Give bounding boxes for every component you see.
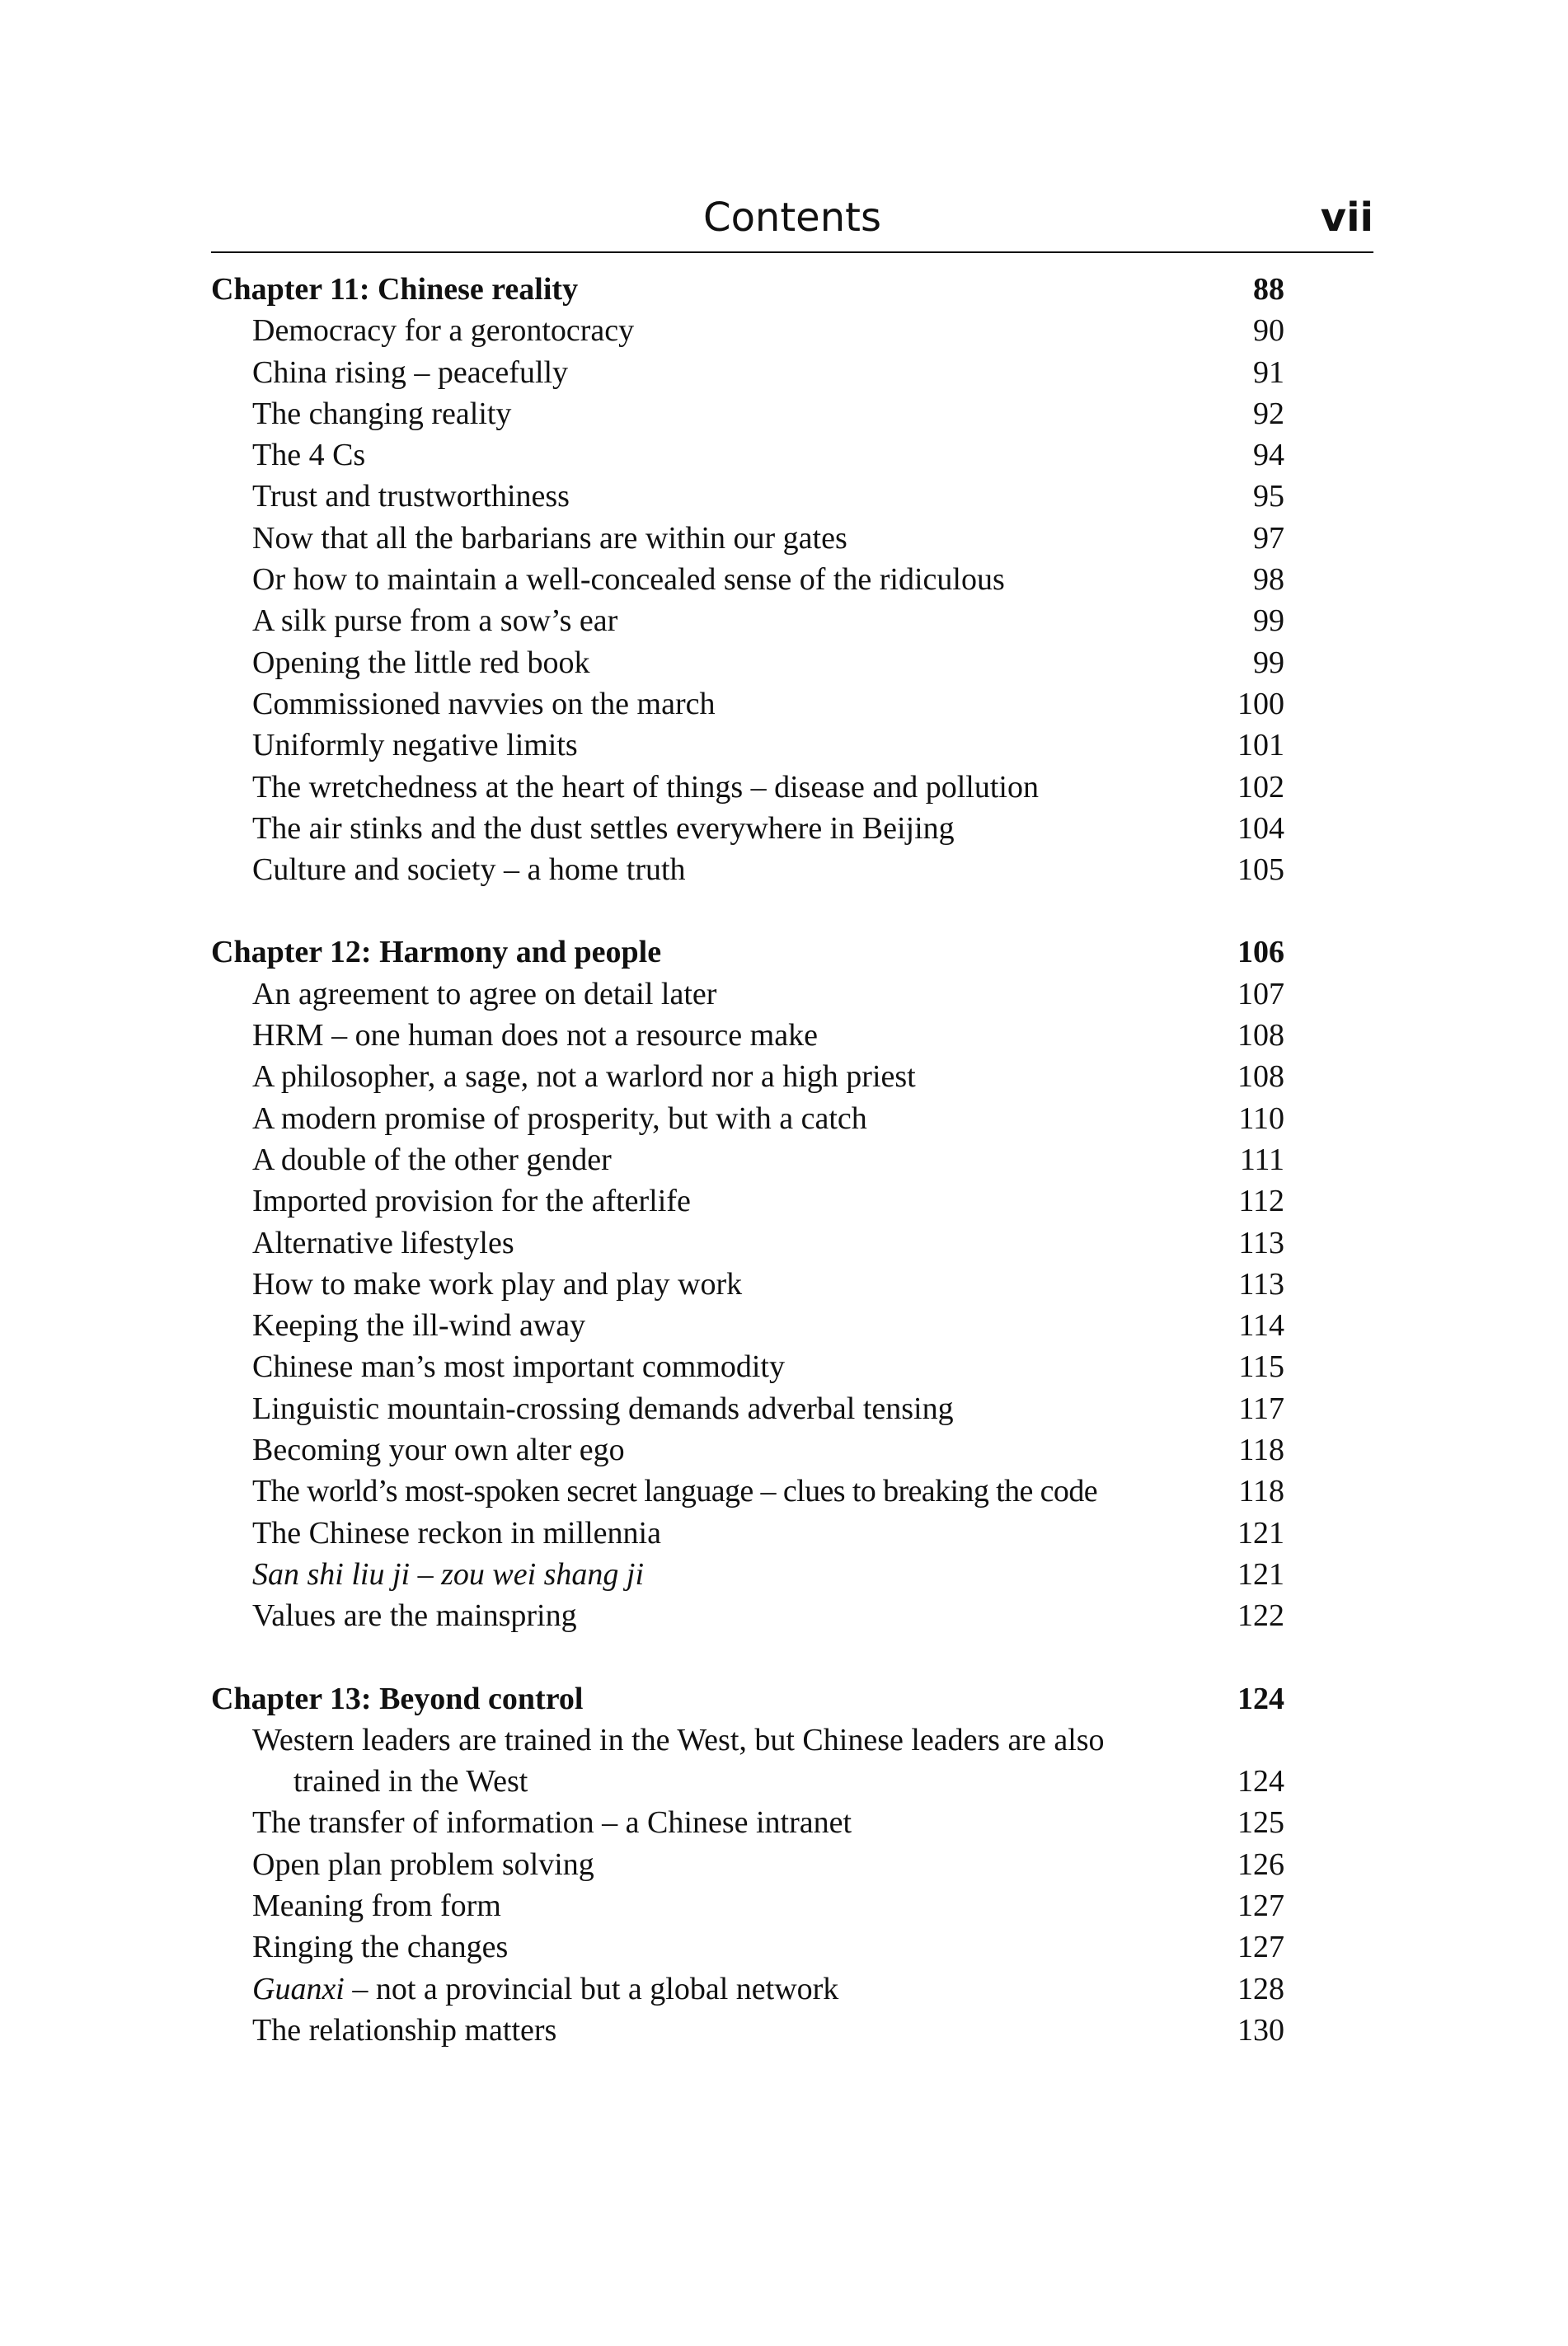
entry-page: 90 <box>1253 313 1284 349</box>
toc-entry[interactable] <box>211 1056 1284 1097</box>
entry-title: The world’s most-spoken secret language – clues to breaking the code <box>252 1474 1097 1509</box>
entry-title: The Chinese reckon in millennia <box>252 1515 661 1551</box>
toc-entry[interactable] <box>211 1513 1284 1554</box>
toc-entry[interactable] <box>211 1139 1284 1180</box>
toc-entry[interactable] <box>211 1926 1284 1968</box>
entry-page: 124 <box>1237 1764 1284 1799</box>
entry-title: Western leaders are trained in the West, but Chinese leaders are also <box>252 1722 1105 1757</box>
toc-entry[interactable] <box>211 1388 1284 1429</box>
entry-title: Keeping the ill-wind away <box>252 1308 586 1344</box>
entry-title: Becoming your own alter ego <box>252 1433 625 1468</box>
toc-entry[interactable] <box>211 1346 1284 1387</box>
entry-page: 100 <box>1237 686 1284 721</box>
entry-page: 98 <box>1253 562 1284 598</box>
entry-title: Now that all the barbarians are within our gates <box>252 520 847 556</box>
toc-entry-line2[interactable] <box>211 1761 1284 1802</box>
chapter-heading[interactable] <box>211 931 1284 973</box>
toc-entry[interactable] <box>211 352 1284 393</box>
entry-title: A silk purse from a sow’s ear <box>252 603 618 639</box>
entry-title: Trust and trustworthiness <box>252 479 570 514</box>
entry-title: Chinese man’s most important commodity <box>252 1349 785 1385</box>
entry-title: The wretchedness at the heart of things – disease and pollution <box>252 769 1039 805</box>
toc-entry[interactable] <box>211 725 1284 766</box>
toc-entry-line1[interactable] <box>211 1720 1284 1761</box>
entry-title: Linguistic mountain-crossing demands adverbal tensing <box>252 1391 954 1426</box>
entry-title: A modern promise of prosperity, but with a catch <box>252 1100 867 1136</box>
entry-page: 130 <box>1237 2012 1284 2048</box>
toc-entry[interactable] <box>211 1885 1284 1926</box>
entry-page: 121 <box>1237 1515 1284 1551</box>
entry-page: 127 <box>1237 1930 1284 1965</box>
entry-title: A double of the other gender <box>252 1142 612 1177</box>
entry-title: The transfer of information – a Chinese intranet <box>252 1805 852 1841</box>
toc-entry[interactable] <box>211 476 1284 517</box>
entry-page: 102 <box>1237 769 1284 805</box>
entry-title: HRM – one human does not a resource make <box>252 1018 818 1053</box>
entry-title-italic: Guanxi <box>252 1971 345 2006</box>
running-head <box>211 188 1373 247</box>
chapter-12 <box>211 931 1284 1636</box>
entry-page: 121 <box>1237 1556 1284 1592</box>
entry-title: Alternative lifestyles <box>252 1225 514 1260</box>
header-rule <box>211 251 1373 253</box>
entry-title-rest: – not a provincial but a global network <box>344 1971 839 2006</box>
entry-page: 113 <box>1238 1225 1284 1260</box>
entry-page: 108 <box>1237 1059 1284 1095</box>
toc-entry[interactable] <box>211 1595 1284 1636</box>
table-of-contents <box>211 269 1284 2092</box>
entry-title: Commissioned navvies on the march <box>252 686 716 721</box>
entry-title: San shi liu ji – zou wei shang ji <box>252 1556 645 1592</box>
entry-page: 127 <box>1237 1888 1284 1923</box>
entry-page: 110 <box>1238 1100 1284 1136</box>
entry-page: 115 <box>1238 1349 1284 1385</box>
entry-title: Open plan problem solving <box>252 1846 594 1882</box>
page-title: Contents <box>703 195 881 241</box>
entry-title: Culture and society – a home truth <box>252 852 686 888</box>
toc-entry[interactable] <box>211 642 1284 683</box>
toc-entry[interactable] <box>211 1429 1284 1471</box>
page-folio: vii <box>1320 195 1373 241</box>
toc-entry[interactable] <box>211 849 1284 890</box>
entry-page: 118 <box>1238 1433 1284 1468</box>
entry-title: How to make work play and play work <box>252 1266 743 1302</box>
entry-page: 105 <box>1237 852 1284 888</box>
toc-entry[interactable] <box>211 600 1284 641</box>
toc-entry[interactable] <box>211 1264 1284 1305</box>
toc-entry[interactable] <box>211 2010 1284 2051</box>
toc-entry[interactable] <box>211 683 1284 725</box>
entry-page: 111 <box>1239 1142 1284 1177</box>
toc-entry[interactable] <box>211 1015 1284 1056</box>
entry-page: 99 <box>1253 603 1284 639</box>
entry-page: 128 <box>1237 1971 1284 2006</box>
entry-page: 92 <box>1253 396 1284 431</box>
entry-title: Or how to maintain a well-concealed sense of the ridiculous <box>252 562 1005 598</box>
entry-page: 126 <box>1237 1846 1284 1882</box>
toc-entry[interactable] <box>211 1305 1284 1346</box>
entry-page: 97 <box>1253 520 1284 556</box>
chapter-title: Chapter 12: Harmony and people <box>211 935 662 970</box>
toc-entry[interactable] <box>211 1802 1284 1843</box>
entry-title: The 4 Cs <box>252 438 366 473</box>
entry-page: 112 <box>1238 1184 1284 1219</box>
chapter-13 <box>211 1678 1284 2052</box>
entry-page: 108 <box>1237 1018 1284 1053</box>
toc-entry[interactable] <box>211 310 1284 351</box>
entry-title: Ringing the changes <box>252 1930 509 1965</box>
toc-entry[interactable] <box>211 518 1284 559</box>
entry-page: 125 <box>1237 1805 1284 1841</box>
toc-entry[interactable] <box>211 434 1284 476</box>
entry-page: 91 <box>1253 354 1284 390</box>
entry-title: A philosopher, a sage, not a warlord nor a high priest <box>252 1059 916 1095</box>
entry-title: The air stinks and the dust settles everywhere in Beijing <box>252 810 955 846</box>
entry-page: 118 <box>1238 1474 1284 1509</box>
entry-title: The changing reality <box>252 396 512 431</box>
chapter-page: 106 <box>1237 935 1284 970</box>
entry-page: 94 <box>1253 438 1284 473</box>
chapter-heading[interactable] <box>211 269 1284 310</box>
toc-entry[interactable] <box>211 1180 1284 1222</box>
toc-entry[interactable] <box>211 1844 1284 1885</box>
toc-entry[interactable] <box>211 1471 1284 1512</box>
entry-page: 122 <box>1237 1598 1284 1634</box>
chapter-heading[interactable] <box>211 1678 1284 1720</box>
toc-entry[interactable] <box>211 1968 1284 2010</box>
chapter-page: 88 <box>1253 272 1284 307</box>
chapter-title: Chapter 13: Beyond control <box>211 1681 584 1716</box>
entry-page: 101 <box>1237 728 1284 763</box>
toc-entry[interactable] <box>211 808 1284 849</box>
entry-title <box>252 1968 838 2010</box>
entry-page: 113 <box>1238 1266 1284 1302</box>
entry-title: Imported provision for the afterlife <box>252 1184 691 1219</box>
entry-page: 95 <box>1253 479 1284 514</box>
toc-entry[interactable] <box>211 1554 1284 1595</box>
toc-entry[interactable] <box>211 1222 1284 1264</box>
chapter-title: Chapter 11: Chinese reality <box>211 272 579 307</box>
entry-title: China rising – peacefully <box>252 354 569 390</box>
entry-title-continued: trained in the West <box>293 1764 528 1799</box>
entry-page: 117 <box>1238 1391 1284 1426</box>
entry-title: Opening the little red book <box>252 645 590 680</box>
toc-entry[interactable] <box>211 1098 1284 1139</box>
entry-title: An agreement to agree on detail later <box>252 976 717 1011</box>
toc-entry[interactable] <box>211 767 1284 808</box>
toc-entry[interactable] <box>211 393 1284 434</box>
toc-entry[interactable] <box>211 559 1284 600</box>
entry-title: Uniformly negative limits <box>252 728 578 763</box>
chapter-11 <box>211 269 1284 890</box>
entry-page: 99 <box>1253 645 1284 680</box>
entry-title: Democracy for a gerontocracy <box>252 313 635 349</box>
chapter-page: 124 <box>1237 1681 1284 1716</box>
entry-page: 114 <box>1238 1308 1284 1344</box>
toc-entry[interactable] <box>211 974 1284 1015</box>
entry-page: 107 <box>1237 976 1284 1011</box>
entry-title: Meaning from form <box>252 1888 501 1923</box>
entry-page: 104 <box>1237 810 1284 846</box>
entry-title: Values are the mainspring <box>252 1598 577 1634</box>
entry-title: The relationship matters <box>252 2012 557 2048</box>
